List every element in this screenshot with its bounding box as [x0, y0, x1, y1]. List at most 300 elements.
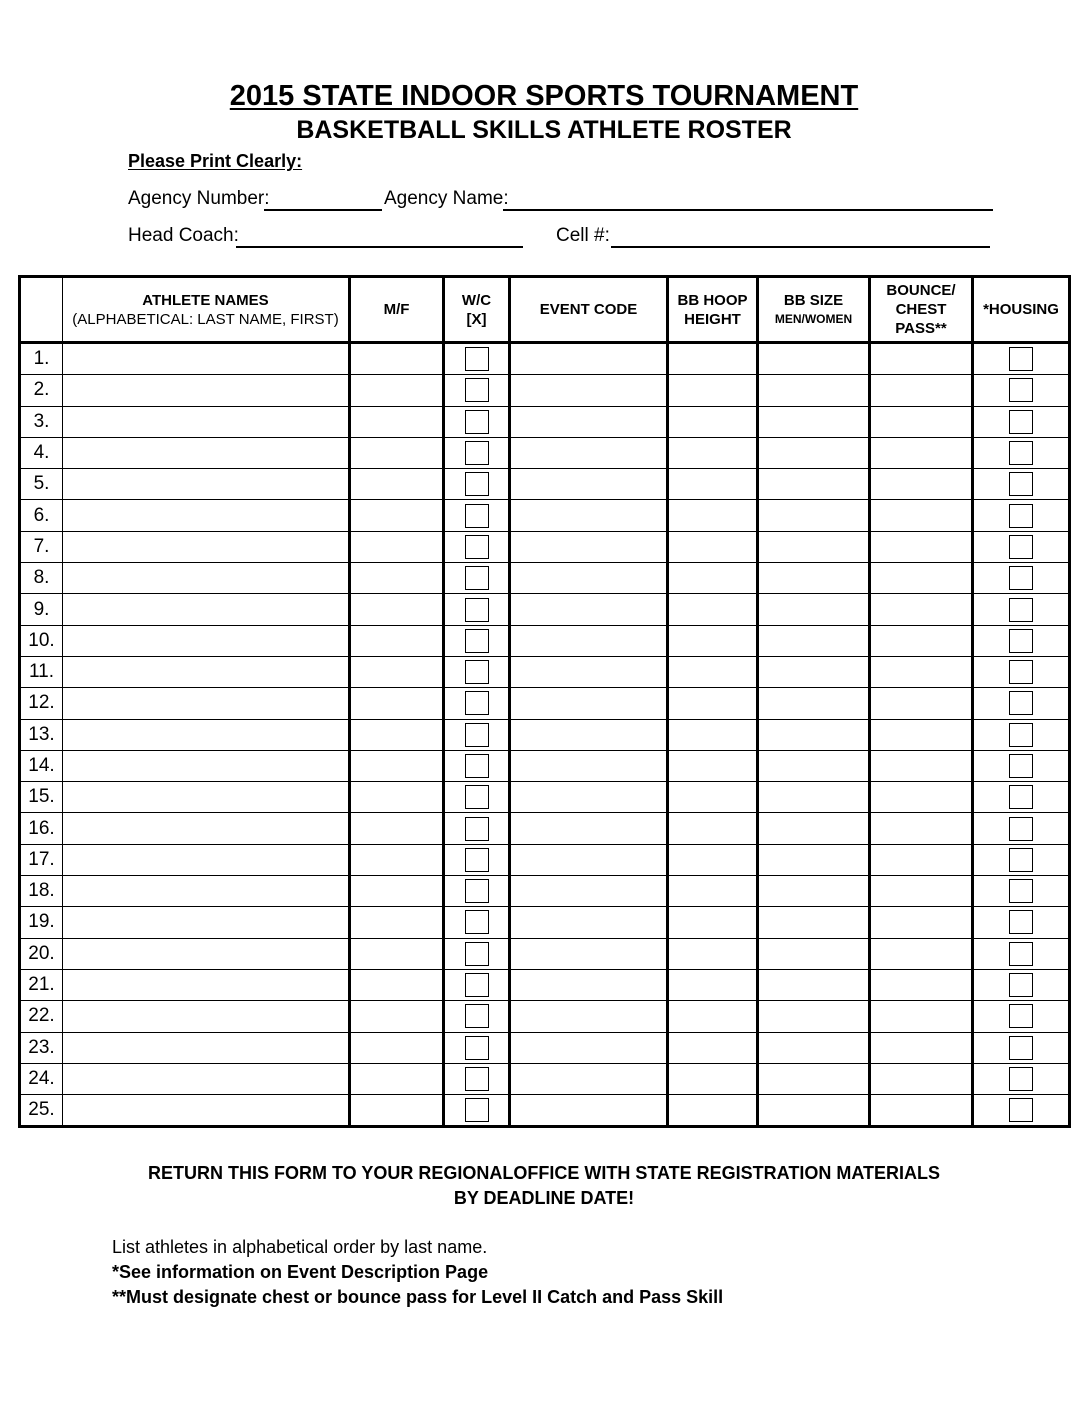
- housing-cell: [973, 813, 1070, 844]
- table-row: [20, 688, 1070, 719]
- athlete-name-cell[interactable]: [63, 1095, 350, 1127]
- event-code-cell[interactable]: [510, 813, 668, 844]
- row-number: 15.: [20, 782, 63, 813]
- athlete-name-cell[interactable]: [63, 343, 350, 375]
- wc-checkbox[interactable]: [465, 973, 489, 997]
- housing-cell: [973, 907, 1070, 938]
- row-number: 20.: [20, 938, 63, 969]
- wc-checkbox[interactable]: [465, 1036, 489, 1060]
- wc-cell: [444, 656, 510, 687]
- event-code-cell[interactable]: [510, 469, 668, 500]
- mf-cell[interactable]: [350, 719, 444, 750]
- bounce-chest-pass-cell[interactable]: [870, 406, 973, 437]
- bb-hoop-height-cell[interactable]: [668, 343, 758, 375]
- housing-checkbox[interactable]: [1009, 347, 1033, 371]
- wc-checkbox[interactable]: [465, 848, 489, 872]
- athlete-roster-table: [18, 275, 1071, 1128]
- bb-size-cell[interactable]: [758, 531, 870, 562]
- mf-cell[interactable]: [350, 1001, 444, 1032]
- header-wc: W/C [X]: [444, 277, 510, 343]
- athlete-name-cell[interactable]: [63, 437, 350, 468]
- housing-cell: [973, 1063, 1070, 1094]
- event-code-cell[interactable]: [510, 531, 668, 562]
- table-row: [20, 1063, 1070, 1094]
- bounce-chest-pass-cell[interactable]: [870, 750, 973, 781]
- bounce-chest-pass-cell[interactable]: [870, 907, 973, 938]
- wc-checkbox[interactable]: [465, 598, 489, 622]
- head-coach-field[interactable]: [236, 224, 523, 248]
- housing-cell: [973, 1095, 1070, 1127]
- wc-cell: [444, 1063, 510, 1094]
- cell-field[interactable]: [611, 224, 990, 248]
- athlete-name-cell[interactable]: [63, 594, 350, 625]
- row-number: 3.: [20, 406, 63, 437]
- event-code-cell[interactable]: [510, 343, 668, 375]
- housing-checkbox[interactable]: [1009, 848, 1033, 872]
- athlete-name-cell[interactable]: [63, 1001, 350, 1032]
- wc-checkbox[interactable]: [465, 1067, 489, 1091]
- row-number: 4.: [20, 437, 63, 468]
- bb-size-cell[interactable]: [758, 1001, 870, 1032]
- wc-cell: [444, 406, 510, 437]
- housing-checkbox[interactable]: [1009, 785, 1033, 809]
- athlete-name-cell[interactable]: [63, 625, 350, 656]
- mf-cell[interactable]: [350, 938, 444, 969]
- mf-cell[interactable]: [350, 375, 444, 406]
- mf-cell[interactable]: [350, 531, 444, 562]
- housing-checkbox[interactable]: [1009, 472, 1033, 496]
- wc-cell: [444, 1032, 510, 1063]
- event-code-cell[interactable]: [510, 500, 668, 531]
- table-row: [20, 782, 1070, 813]
- table-row: [20, 594, 1070, 625]
- bounce-chest-pass-cell[interactable]: [870, 688, 973, 719]
- bounce-chest-pass-cell[interactable]: [870, 813, 973, 844]
- wc-checkbox[interactable]: [465, 723, 489, 747]
- bb-hoop-height-cell[interactable]: [668, 469, 758, 500]
- housing-checkbox[interactable]: [1009, 879, 1033, 903]
- bb-hoop-height-cell[interactable]: [668, 876, 758, 907]
- bounce-chest-pass-cell[interactable]: [870, 500, 973, 531]
- mf-cell[interactable]: [350, 750, 444, 781]
- mf-cell[interactable]: [350, 969, 444, 1000]
- row-number: 8.: [20, 563, 63, 594]
- housing-cell: [973, 375, 1070, 406]
- housing-checkbox[interactable]: [1009, 378, 1033, 402]
- wc-checkbox[interactable]: [465, 535, 489, 559]
- table-row: [20, 437, 1070, 468]
- housing-checkbox[interactable]: [1009, 723, 1033, 747]
- note-chest-bounce: **Must designate chest or bounce pass for Level II Catch and Pass Skill: [112, 1287, 724, 1307]
- roster-body: [20, 343, 1070, 1127]
- row-number: 10.: [20, 625, 63, 656]
- wc-cell: [444, 594, 510, 625]
- housing-checkbox[interactable]: [1009, 754, 1033, 778]
- bb-size-cell[interactable]: [758, 406, 870, 437]
- table-row: [20, 907, 1070, 938]
- bb-size-cell[interactable]: [758, 563, 870, 594]
- athlete-name-cell[interactable]: [63, 938, 350, 969]
- wc-cell: [444, 375, 510, 406]
- bb-size-cell[interactable]: [758, 750, 870, 781]
- table-header-row: [20, 277, 1070, 343]
- wc-checkbox[interactable]: [465, 410, 489, 434]
- bb-size-cell[interactable]: [758, 437, 870, 468]
- housing-cell: [973, 594, 1070, 625]
- mf-cell[interactable]: [350, 1063, 444, 1094]
- athlete-name-cell[interactable]: [63, 719, 350, 750]
- wc-checkbox[interactable]: [465, 942, 489, 966]
- athlete-name-cell[interactable]: [63, 907, 350, 938]
- wc-checkbox[interactable]: [465, 785, 489, 809]
- header-number: [20, 277, 63, 343]
- bb-hoop-height-cell[interactable]: [668, 719, 758, 750]
- bb-size-cell[interactable]: [758, 500, 870, 531]
- wc-checkbox[interactable]: [465, 817, 489, 841]
- wc-cell: [444, 907, 510, 938]
- athlete-name-cell[interactable]: [63, 688, 350, 719]
- event-code-cell[interactable]: [510, 719, 668, 750]
- housing-cell: [973, 563, 1070, 594]
- event-code-cell[interactable]: [510, 406, 668, 437]
- mf-cell[interactable]: [350, 844, 444, 875]
- bb-size-cell[interactable]: [758, 1063, 870, 1094]
- mf-cell[interactable]: [350, 907, 444, 938]
- wc-checkbox[interactable]: [465, 629, 489, 653]
- event-code-cell[interactable]: [510, 1001, 668, 1032]
- bounce-chest-pass-cell[interactable]: [870, 1063, 973, 1094]
- athlete-name-cell[interactable]: [63, 844, 350, 875]
- bounce-chest-pass-cell[interactable]: [870, 375, 973, 406]
- wc-checkbox[interactable]: [465, 1098, 489, 1122]
- bb-size-cell[interactable]: [758, 594, 870, 625]
- bounce-chest-pass-cell[interactable]: [870, 1032, 973, 1063]
- header-housing: *HOUSING: [973, 277, 1070, 343]
- mf-cell[interactable]: [350, 625, 444, 656]
- athlete-name-cell[interactable]: [63, 750, 350, 781]
- bb-size-cell[interactable]: [758, 938, 870, 969]
- housing-checkbox[interactable]: [1009, 441, 1033, 465]
- bb-hoop-height-cell[interactable]: [668, 625, 758, 656]
- wc-cell: [444, 343, 510, 375]
- bounce-chest-pass-cell[interactable]: [870, 1095, 973, 1127]
- wc-cell: [444, 750, 510, 781]
- athlete-name-cell[interactable]: [63, 876, 350, 907]
- event-code-cell[interactable]: [510, 938, 668, 969]
- bb-hoop-height-cell[interactable]: [668, 437, 758, 468]
- header-bb-size: BB SIZE MEN/WOMEN: [758, 277, 870, 343]
- wc-checkbox[interactable]: [465, 660, 489, 684]
- event-code-cell[interactable]: [510, 656, 668, 687]
- wc-checkbox[interactable]: [465, 910, 489, 934]
- athlete-name-cell[interactable]: [63, 531, 350, 562]
- wc-checkbox[interactable]: [465, 504, 489, 528]
- form-subtitle: BASKETBALL SKILLS ATHLETE ROSTER: [296, 116, 792, 144]
- bounce-chest-pass-cell[interactable]: [870, 844, 973, 875]
- mf-cell[interactable]: [350, 469, 444, 500]
- bb-hoop-height-cell[interactable]: [668, 782, 758, 813]
- bb-hoop-height-cell[interactable]: [668, 375, 758, 406]
- wc-checkbox[interactable]: [465, 441, 489, 465]
- agency-name-label: Agency Name:: [384, 188, 509, 209]
- table-row: [20, 1001, 1070, 1032]
- athlete-name-cell[interactable]: [63, 782, 350, 813]
- mf-cell[interactable]: [350, 813, 444, 844]
- mf-cell[interactable]: [350, 688, 444, 719]
- athlete-name-cell[interactable]: [63, 375, 350, 406]
- wc-cell: [444, 1001, 510, 1032]
- wc-cell: [444, 500, 510, 531]
- housing-checkbox[interactable]: [1009, 1004, 1033, 1028]
- bounce-chest-pass-cell[interactable]: [870, 656, 973, 687]
- event-code-cell[interactable]: [510, 688, 668, 719]
- mf-cell[interactable]: [350, 343, 444, 375]
- housing-cell: [973, 1001, 1070, 1032]
- mf-cell[interactable]: [350, 594, 444, 625]
- table-row: [20, 563, 1070, 594]
- housing-checkbox[interactable]: [1009, 973, 1033, 997]
- event-code-cell[interactable]: [510, 1063, 668, 1094]
- bb-size-cell[interactable]: [758, 907, 870, 938]
- wc-checkbox[interactable]: [465, 691, 489, 715]
- event-code-cell[interactable]: [510, 876, 668, 907]
- header-mf: M/F: [350, 277, 444, 343]
- bb-size-cell[interactable]: [758, 844, 870, 875]
- bounce-chest-pass-cell[interactable]: [870, 563, 973, 594]
- bb-hoop-height-cell[interactable]: [668, 500, 758, 531]
- bb-size-cell[interactable]: [758, 656, 870, 687]
- housing-checkbox[interactable]: [1009, 691, 1033, 715]
- housing-checkbox[interactable]: [1009, 817, 1033, 841]
- housing-cell: [973, 876, 1070, 907]
- bounce-chest-pass-cell[interactable]: [870, 1001, 973, 1032]
- event-code-cell[interactable]: [510, 1032, 668, 1063]
- housing-checkbox[interactable]: [1009, 1036, 1033, 1060]
- event-code-cell[interactable]: [510, 437, 668, 468]
- housing-checkbox[interactable]: [1009, 629, 1033, 653]
- wc-checkbox[interactable]: [465, 566, 489, 590]
- row-number: 11.: [20, 656, 63, 687]
- bounce-chest-pass-cell[interactable]: [870, 782, 973, 813]
- bb-hoop-height-cell[interactable]: [668, 531, 758, 562]
- bb-hoop-height-cell[interactable]: [668, 938, 758, 969]
- athlete-name-cell[interactable]: [63, 656, 350, 687]
- bb-size-cell[interactable]: [758, 688, 870, 719]
- mf-cell[interactable]: [350, 1095, 444, 1127]
- row-number: 17.: [20, 844, 63, 875]
- table-row: [20, 1095, 1070, 1127]
- mf-cell[interactable]: [350, 406, 444, 437]
- athlete-name-cell[interactable]: [63, 500, 350, 531]
- bb-hoop-height-cell[interactable]: [668, 813, 758, 844]
- bb-hoop-height-cell[interactable]: [668, 844, 758, 875]
- table-row: [20, 375, 1070, 406]
- bb-size-cell[interactable]: [758, 782, 870, 813]
- wc-checkbox[interactable]: [465, 754, 489, 778]
- housing-checkbox[interactable]: [1009, 410, 1033, 434]
- wc-checkbox[interactable]: [465, 879, 489, 903]
- bb-hoop-height-cell[interactable]: [668, 688, 758, 719]
- bounce-chest-pass-cell[interactable]: [870, 343, 973, 375]
- bb-size-cell[interactable]: [758, 813, 870, 844]
- bounce-chest-pass-cell[interactable]: [870, 969, 973, 1000]
- bb-size-cell[interactable]: [758, 969, 870, 1000]
- housing-checkbox[interactable]: [1009, 660, 1033, 684]
- table-row: [20, 876, 1070, 907]
- housing-cell: [973, 531, 1070, 562]
- bounce-chest-pass-cell[interactable]: [870, 531, 973, 562]
- mf-cell[interactable]: [350, 563, 444, 594]
- housing-checkbox[interactable]: [1009, 942, 1033, 966]
- housing-cell: [973, 343, 1070, 375]
- header-bounce-chest-pass: BOUNCE/ CHEST PASS**: [870, 277, 973, 343]
- athlete-name-cell[interactable]: [63, 1063, 350, 1094]
- wc-cell: [444, 813, 510, 844]
- wc-checkbox[interactable]: [465, 347, 489, 371]
- header-event-code: EVENT CODE: [510, 277, 668, 343]
- table-row: [20, 938, 1070, 969]
- row-number: 14.: [20, 750, 63, 781]
- mf-cell[interactable]: [350, 500, 444, 531]
- event-code-cell[interactable]: [510, 594, 668, 625]
- event-code-cell[interactable]: [510, 907, 668, 938]
- housing-cell: [973, 437, 1070, 468]
- event-code-cell[interactable]: [510, 1095, 668, 1127]
- bounce-chest-pass-cell[interactable]: [870, 437, 973, 468]
- bb-size-cell[interactable]: [758, 343, 870, 375]
- row-number: 18.: [20, 876, 63, 907]
- table-row: [20, 531, 1070, 562]
- housing-cell: [973, 500, 1070, 531]
- bounce-chest-pass-cell[interactable]: [870, 625, 973, 656]
- table-row: [20, 469, 1070, 500]
- bb-size-cell[interactable]: [758, 625, 870, 656]
- bb-hoop-height-cell[interactable]: [668, 594, 758, 625]
- wc-cell: [444, 531, 510, 562]
- housing-cell: [973, 656, 1070, 687]
- mf-cell[interactable]: [350, 782, 444, 813]
- bounce-chest-pass-cell[interactable]: [870, 469, 973, 500]
- housing-checkbox[interactable]: [1009, 910, 1033, 934]
- mf-cell[interactable]: [350, 876, 444, 907]
- bb-size-cell[interactable]: [758, 375, 870, 406]
- mf-cell[interactable]: [350, 1032, 444, 1063]
- bb-hoop-height-cell[interactable]: [668, 750, 758, 781]
- housing-checkbox[interactable]: [1009, 504, 1033, 528]
- bb-size-cell[interactable]: [758, 719, 870, 750]
- agency-name-field[interactable]: [503, 187, 993, 211]
- bb-hoop-height-cell[interactable]: [668, 969, 758, 1000]
- housing-checkbox[interactable]: [1009, 598, 1033, 622]
- bb-hoop-height-cell[interactable]: [668, 563, 758, 594]
- bb-hoop-height-cell[interactable]: [668, 1001, 758, 1032]
- note-event-description: *See information on Event Description Page: [112, 1262, 489, 1282]
- wc-cell: [444, 719, 510, 750]
- row-number: 12.: [20, 688, 63, 719]
- bb-size-cell[interactable]: [758, 1095, 870, 1127]
- note-alphabetical: List athletes in alphabetical order by last name.: [112, 1237, 488, 1257]
- row-number: 25.: [20, 1095, 63, 1127]
- bb-hoop-height-cell[interactable]: [668, 1032, 758, 1063]
- bounce-chest-pass-cell[interactable]: [870, 594, 973, 625]
- row-number: 13.: [20, 719, 63, 750]
- bb-hoop-height-cell[interactable]: [668, 1095, 758, 1127]
- row-number: 24.: [20, 1063, 63, 1094]
- row-number: 9.: [20, 594, 63, 625]
- bb-size-cell[interactable]: [758, 1032, 870, 1063]
- bb-size-cell[interactable]: [758, 876, 870, 907]
- cell-label: Cell #:: [556, 225, 610, 246]
- bounce-chest-pass-cell[interactable]: [870, 876, 973, 907]
- event-code-cell[interactable]: [510, 782, 668, 813]
- bb-size-cell[interactable]: [758, 469, 870, 500]
- row-number: 6.: [20, 500, 63, 531]
- row-number: 23.: [20, 1032, 63, 1063]
- athlete-name-cell[interactable]: [63, 469, 350, 500]
- table-row: [20, 500, 1070, 531]
- event-code-cell[interactable]: [510, 625, 668, 656]
- wc-cell: [444, 782, 510, 813]
- housing-cell: [973, 750, 1070, 781]
- housing-checkbox[interactable]: [1009, 1098, 1033, 1122]
- mf-cell[interactable]: [350, 437, 444, 468]
- athlete-name-cell[interactable]: [63, 563, 350, 594]
- housing-checkbox[interactable]: [1009, 1067, 1033, 1091]
- event-code-cell[interactable]: [510, 563, 668, 594]
- mf-cell[interactable]: [350, 656, 444, 687]
- housing-checkbox[interactable]: [1009, 566, 1033, 590]
- row-number: 19.: [20, 907, 63, 938]
- wc-checkbox[interactable]: [465, 378, 489, 402]
- wc-cell: [444, 563, 510, 594]
- wc-cell: [444, 1095, 510, 1127]
- table-row: [20, 343, 1070, 375]
- bb-hoop-height-cell[interactable]: [668, 656, 758, 687]
- athlete-name-cell[interactable]: [63, 1032, 350, 1063]
- table-row: [20, 719, 1070, 750]
- athlete-name-cell[interactable]: [63, 969, 350, 1000]
- agency-number-field[interactable]: [264, 187, 382, 211]
- table-row: [20, 969, 1070, 1000]
- print-clearly-note: Please Print Clearly:: [128, 151, 303, 171]
- event-code-cell[interactable]: [510, 375, 668, 406]
- wc-checkbox[interactable]: [465, 472, 489, 496]
- housing-cell: [973, 406, 1070, 437]
- bounce-chest-pass-cell[interactable]: [870, 938, 973, 969]
- athlete-name-cell[interactable]: [63, 813, 350, 844]
- event-code-cell[interactable]: [510, 750, 668, 781]
- return-instruction: RETURN THIS FORM TO YOUR REGIONALOFFICE WITH STATE REGISTRATION MATERIALS BY DEADLINE DATE!: [148, 1163, 940, 1208]
- event-code-cell[interactable]: [510, 844, 668, 875]
- housing-cell: [973, 782, 1070, 813]
- row-number: 16.: [20, 813, 63, 844]
- event-code-cell[interactable]: [510, 969, 668, 1000]
- athlete-name-cell[interactable]: [63, 406, 350, 437]
- row-number: 22.: [20, 1001, 63, 1032]
- housing-checkbox[interactable]: [1009, 535, 1033, 559]
- header-bb-hoop-height: BB HOOP HEIGHT: [668, 277, 758, 343]
- table-row: [20, 625, 1070, 656]
- bounce-chest-pass-cell[interactable]: [870, 719, 973, 750]
- head-coach-label: Head Coach:: [128, 225, 239, 246]
- bb-hoop-height-cell[interactable]: [668, 406, 758, 437]
- row-number: 1.: [20, 343, 63, 375]
- bb-hoop-height-cell[interactable]: [668, 907, 758, 938]
- bb-hoop-height-cell[interactable]: [668, 1063, 758, 1094]
- row-number: 21.: [20, 969, 63, 1000]
- wc-checkbox[interactable]: [465, 1004, 489, 1028]
- table-row: [20, 406, 1070, 437]
